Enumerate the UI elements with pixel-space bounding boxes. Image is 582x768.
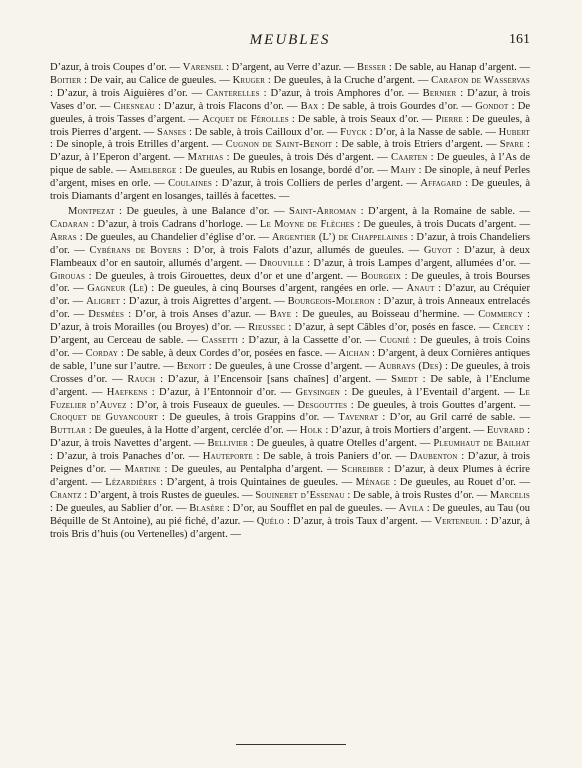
family-name: Crantz <box>50 489 82 501</box>
family-name: Tavenrat <box>338 412 379 424</box>
family-name: Cassetti <box>201 335 239 347</box>
blazon-text: : De gueules, à l’Eventail d’argent. — <box>339 386 519 398</box>
blazon-text: : De gueules, à trois Girouettes, deux d’or et une d’argent. — <box>85 270 361 282</box>
blazon-text: : D’azur, à deux Flambeaux d’or en sautoir, allumés d’argent. — <box>50 244 531 269</box>
family-name: Rieussec <box>248 322 286 334</box>
blazon-text: : De gueules, à une Crosse d’argent. — <box>205 360 379 372</box>
blazon-text: : D’azur, à trois Amphores d’or. — <box>259 87 423 99</box>
family-name: Cybérans de Boyers <box>89 244 182 256</box>
blazon-text: : D’argent, au Cerceau de sable. — <box>50 322 530 347</box>
family-name: Aligret <box>86 296 120 308</box>
blazon-text: : D’argent, à trois Rustes de gueules. — <box>81 489 256 501</box>
footer-rule <box>236 744 346 745</box>
blazon-text: : D’or, à la Nasse de sable. — <box>366 126 499 138</box>
family-name: Gagneur (Le) <box>87 283 148 295</box>
family-name: Daubenton <box>409 451 458 463</box>
family-name: Cadaran <box>50 218 89 230</box>
blazon-text: : D’azur, à l’Encensoir [sans chaînes] d’argent. — <box>155 373 392 385</box>
blazon-text: : D’azur, à l’Entonnoir d’or. — <box>147 386 296 398</box>
family-name: Sanses <box>157 126 187 138</box>
blazon-text: : D’azur, à trois Aigrettes d’argent. — <box>119 296 288 308</box>
blazon-text: : De sable, à trois Cailloux d’or. — <box>186 126 341 138</box>
blazon-text: : De gueules, au Sablier d’or. — <box>50 502 190 514</box>
blazon-text: : De gueules, à trois Crosses d’or. — <box>50 360 531 385</box>
blazon-text: : De sable, à trois Paniers d’or. — <box>252 451 410 463</box>
family-name: Coulaines <box>168 178 212 190</box>
family-name: Guyot <box>423 244 452 256</box>
body-text <box>50 62 530 542</box>
blazon-text: : D’argent, à deux Cornières antiques de sable, l’une sur l’autre. — <box>50 347 531 372</box>
family-name: Aubrays (Des) <box>378 360 443 372</box>
blazon-text: : De gueules, au Rouet d’or. — <box>389 477 530 488</box>
family-name: Croquet de Guyancourt <box>50 412 158 424</box>
family-name: Amelberge <box>129 165 177 177</box>
family-name: Lézardières <box>105 477 157 488</box>
family-name: Le Moyne de Flèches <box>259 218 355 230</box>
family-name: Besser <box>357 62 387 73</box>
blazon-text: : De gueules, à l’As de pique de sable. — <box>50 152 531 177</box>
family-name: Bourgeix <box>360 270 401 282</box>
family-name: Desmées <box>88 309 125 321</box>
blazon-text: : D’azur, à trois Anneaux entrelacés d’or. — <box>50 296 530 321</box>
family-name: Verteneuil <box>434 515 483 527</box>
family-name: Bax <box>300 100 319 112</box>
blazon-text: : De sable, à l’Enclume d’argent. — <box>50 373 530 398</box>
family-name: Anaut <box>406 283 435 295</box>
blazon-text: : D’argent, à la Romaine de sable. — <box>356 205 530 217</box>
family-name: Varensel <box>182 62 224 73</box>
family-name: Quélo <box>256 515 284 527</box>
blazon-text: : D’azur, à sept Câbles d’or, posés en fasce. — <box>285 322 493 334</box>
blazon-text: : De gueules, à trois Gouttes d’argent. — <box>347 399 530 411</box>
blazon-text: : D’argent, au Verre d’azur. — <box>223 62 357 73</box>
blazon-text: : D’or, à trois Falots d’azur, allumés de gueules. — <box>181 244 424 256</box>
blazon-text: : D’azur, à trois Panaches d’or. — <box>50 451 203 463</box>
family-name: Carafon de Wasservas <box>431 74 530 86</box>
family-name: Saint-Arroman <box>289 205 357 217</box>
blazon-text: : De sable, à trois Rustes d’or. — <box>344 489 490 501</box>
blazon-text: : D’argent, à trois Quintaines de gueules. — <box>156 477 356 488</box>
family-name: Smedt <box>391 373 418 385</box>
family-name: Spare <box>499 139 524 151</box>
family-name: Cugnon de Saint-Benoit <box>225 139 333 151</box>
family-name: Chesneau <box>113 100 155 112</box>
family-name: Martine <box>124 464 161 476</box>
family-name: Kruger <box>232 74 266 86</box>
family-name: Mathias <box>187 152 224 164</box>
family-name: Desgouttes <box>297 399 348 411</box>
blazon-text: : De gueules, à cinq Bourses d’argent, rangées en orle. — <box>147 283 407 295</box>
blazon-text: : De sable, à deux Cordes d’or, posées en fasce. — <box>118 347 339 359</box>
family-name: Avila <box>398 502 424 514</box>
blazon-text: : De gueules, à trois Coins d’or. — <box>50 335 530 359</box>
blazon-text: : D’azur, à trois Flacons d’or. — <box>154 100 301 112</box>
blazon-text: : D’azur, à trois Mortiers d’argent. — <box>322 425 487 437</box>
blazon-text: : De gueules, au Pentalpha d’argent. — <box>160 464 342 476</box>
family-name: Caarten <box>390 152 428 164</box>
blazon-text: : De gueules, à trois Ducats d’argent. — <box>354 218 530 230</box>
family-name: Affagard <box>420 178 462 190</box>
family-name: Ménage <box>355 477 390 488</box>
paragraph <box>50 206 530 542</box>
blazon-text: : De gueules, à trois Tasses d’argent. — <box>50 100 530 125</box>
running-title: MEUBLES <box>249 32 331 48</box>
blazon-text: : De gueules, à trois Pierres d’argent. — <box>50 113 530 138</box>
blazon-text: : D’azur, à trois Aiguières d’or. — <box>50 87 207 99</box>
family-name: Holk <box>299 425 323 437</box>
blazon-text: : De gueules, à la Cruche d’argent. — <box>265 74 432 86</box>
blazon-text: : D’azur, à trois Chandeliers d’or. — <box>50 231 530 256</box>
blazon-text: : D’azur, à trois Taux d’argent. — <box>283 515 435 527</box>
blazon-text: : D’azur, à la Cassette d’or. — <box>238 335 380 347</box>
blazon-text: : De gueules, à trois Dés d’argent. — <box>223 152 391 164</box>
blazon-text: : De sable, à trois Gourdes d’or. — <box>318 100 476 112</box>
blazon-text: : D’azur, à trois Morailles (ou Broyes) d’or. — <box>50 309 530 334</box>
family-name: Fuyck <box>340 126 367 138</box>
blazon-text: : D’azur, à deux Plumes à écrire d’argent. — <box>50 464 530 488</box>
family-name: Cugnié <box>379 335 410 347</box>
blazon-text: : D’azur, à trois Cadrans d’horloge. — <box>88 218 260 230</box>
blazon-text: D’azur, à trois Coupes d’or. — <box>50 62 183 73</box>
blazon-text: : D’azur, au Créquier d’or. — <box>50 283 530 308</box>
blazon-text: : D’azur, à trois Navettes d’argent. — <box>50 425 530 450</box>
page-header <box>50 32 530 62</box>
blazon-text: : D’or, au Soufflet en pal de gueules. — <box>224 502 399 514</box>
family-name: Blasère <box>189 502 225 514</box>
family-name: Rauch <box>127 373 156 385</box>
family-name: Girouas <box>50 270 86 282</box>
blazon-text: : De gueules, à trois Grappins d’or. — <box>157 412 339 424</box>
blazon-text: : De gueules, à une Balance d’or. — <box>114 205 290 217</box>
family-name: Drouville <box>259 257 304 269</box>
blazon-text: : D’azur, à l’Eperon d’argent. — <box>50 139 530 164</box>
blazon-text: : D’azur, à trois Colliers de perles d’argent. — <box>211 178 421 190</box>
family-name: Montpezat <box>68 205 115 217</box>
blazon-text: : D’azur, à trois Bris d’huis (ou Vertenelles) d’argent. — <box>50 515 530 540</box>
family-name: Haefkens <box>106 386 148 398</box>
blazon-text: : De vair, au Calice de gueules. — <box>81 74 233 86</box>
family-name: Bourgeois-Moleron <box>287 296 375 308</box>
blazon-text: : De gueules, au Tau (ou Béquille de St Antoine), au pié fiché, d’azur. — <box>50 502 530 527</box>
family-name: Bernier <box>422 87 457 99</box>
family-name: Buttlar <box>50 425 87 437</box>
blazon-text: : De sable, au Hanap d’argent. — <box>386 62 530 73</box>
family-name: Bellivier <box>207 438 248 450</box>
blazon-text: : De gueules, à trois Bourses d’or. — <box>50 270 531 295</box>
paragraph <box>50 62 530 204</box>
family-name: Gondot <box>475 100 509 112</box>
blazon-text: : De sable, à trois Etriers d’argent. — <box>332 139 500 151</box>
blazon-text: : De gueules, au Chandelier d’église d’or. — <box>76 231 272 243</box>
family-name: Boitier <box>50 74 82 86</box>
family-name: Corday <box>85 347 119 359</box>
family-name: Le Fuzelier d’Auvez <box>50 386 531 411</box>
family-name: Cercey <box>492 322 524 334</box>
family-name: Pierre <box>435 113 463 125</box>
blazon-text: : D’azur, à trois Peignes d’or. — <box>50 451 530 476</box>
family-name: Hauteporte <box>202 451 253 463</box>
family-name: Marcelis <box>489 489 530 501</box>
family-name: Canterelles <box>206 87 260 99</box>
family-name: Argentier (L’) de Chappelaines <box>271 231 408 243</box>
family-name: Geysingen <box>295 386 340 398</box>
blazon-text: : D’or, à trois Anses d’azur. — <box>124 309 270 321</box>
blazon-text: : De gueules, à quatre Otelles d’argent. — <box>247 438 434 450</box>
blazon-text: : De gueules, au Rubis en losange, bordé d’or. — <box>176 165 391 177</box>
family-name: Mahy <box>390 165 416 177</box>
family-name: Benoit <box>176 360 206 372</box>
blazon-text: : De sinople, à trois Etrilles d’argent. — <box>50 139 226 151</box>
blazon-text: : D’azur, à trois Vases d’or. — <box>50 87 531 112</box>
family-name: Arras <box>50 231 77 243</box>
blazon-text: : De gueules, à trois Diamants d’argent en losanges, taillés à facettes. — <box>50 178 530 203</box>
family-name: Hubert <box>498 126 530 138</box>
family-name: Baye <box>269 309 292 321</box>
blazon-text: : De gueules, à la Hotte d’argent, cerclée d’or. — <box>86 425 300 437</box>
family-name: Commercy <box>478 309 523 321</box>
blazon-text: : D’or, au Gril carré de sable. — <box>378 412 530 424</box>
blazon-text: : D’or, à trois Fuseaux de gueules. — <box>126 399 298 411</box>
blazon-text: : De sinople, à neuf Perles d’argent, mises en orle. — <box>50 165 530 190</box>
family-name: Souineret d’Essenau <box>255 489 345 501</box>
family-name: Acquet de Férolles <box>202 113 289 125</box>
family-name: Euvrard <box>486 425 525 437</box>
family-name: Pleumhaut de Bailhat <box>433 438 530 450</box>
page-number: 161 <box>509 32 530 47</box>
family-name: Aichan <box>338 347 370 359</box>
blazon-text: : De gueules, au Boisseau d’hermine. — <box>291 309 479 321</box>
blazon-text: : De sable, à trois Seaux d’or. — <box>288 113 436 125</box>
blazon-text: : D’azur, à trois Lampes d’argent, allumées d’or. — <box>303 257 531 269</box>
family-name: Schreiber <box>341 464 384 476</box>
